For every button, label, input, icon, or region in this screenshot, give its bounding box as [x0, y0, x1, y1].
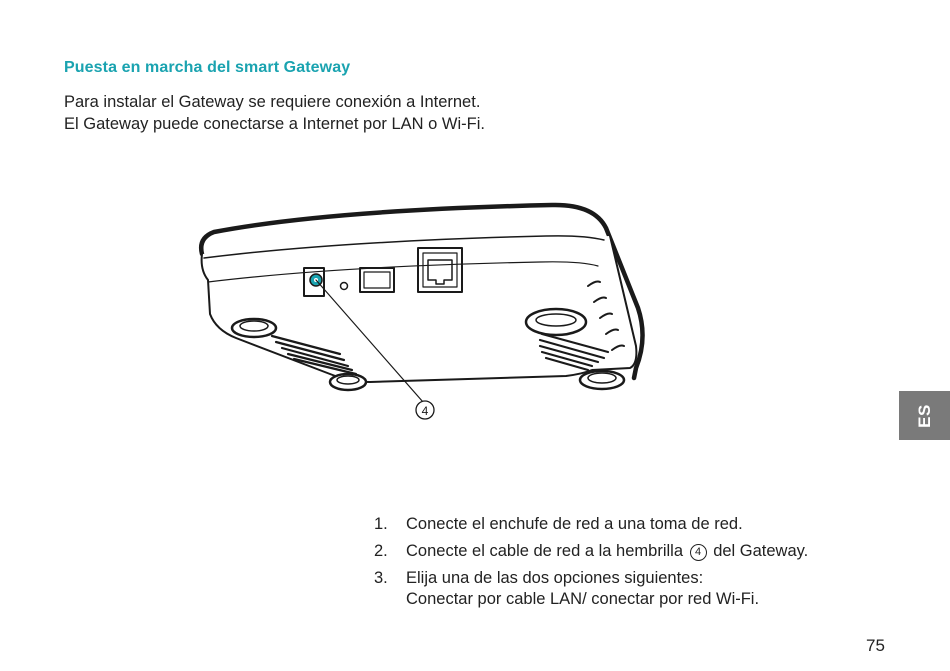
section-title: Puesta en marcha del smart Gateway [64, 59, 351, 76]
list-item [374, 568, 808, 610]
language-tab [899, 391, 950, 440]
step-number: 2. [374, 542, 388, 560]
step-text [406, 568, 759, 610]
step-number: 3. [374, 569, 388, 587]
foot-right-front [526, 309, 586, 335]
language-tab-label: ES [914, 403, 934, 428]
steps-list [374, 514, 808, 616]
reference-circle: 4 [690, 544, 707, 561]
page-number: 75 [866, 636, 885, 655]
step-number: 1. [374, 515, 388, 533]
step-text-before: Conecte el cable de red a la hembrilla [406, 542, 683, 560]
step-text-after: del Gateway. [713, 542, 809, 560]
callout-label: 4 [421, 404, 429, 418]
step-text-line-1: Elija una de las dos opciones siguientes: [406, 569, 704, 587]
intro-paragraph [64, 91, 485, 135]
list-item [374, 514, 808, 535]
intro-line-2: El Gateway puede conectarse a Internet por LAN o Wi-Fi. [64, 115, 485, 133]
intro-line-1: Para instalar el Gateway se requiere conexión a Internet. [64, 93, 481, 111]
step-text: Conecte el enchufe de red a una toma de red. [406, 515, 743, 533]
list-item [374, 541, 808, 562]
step-text-line-2: Conectar por cable LAN/ conectar por red Wi-Fi. [406, 590, 760, 608]
gateway-rear-illustration [190, 196, 650, 428]
step-text [406, 541, 808, 562]
